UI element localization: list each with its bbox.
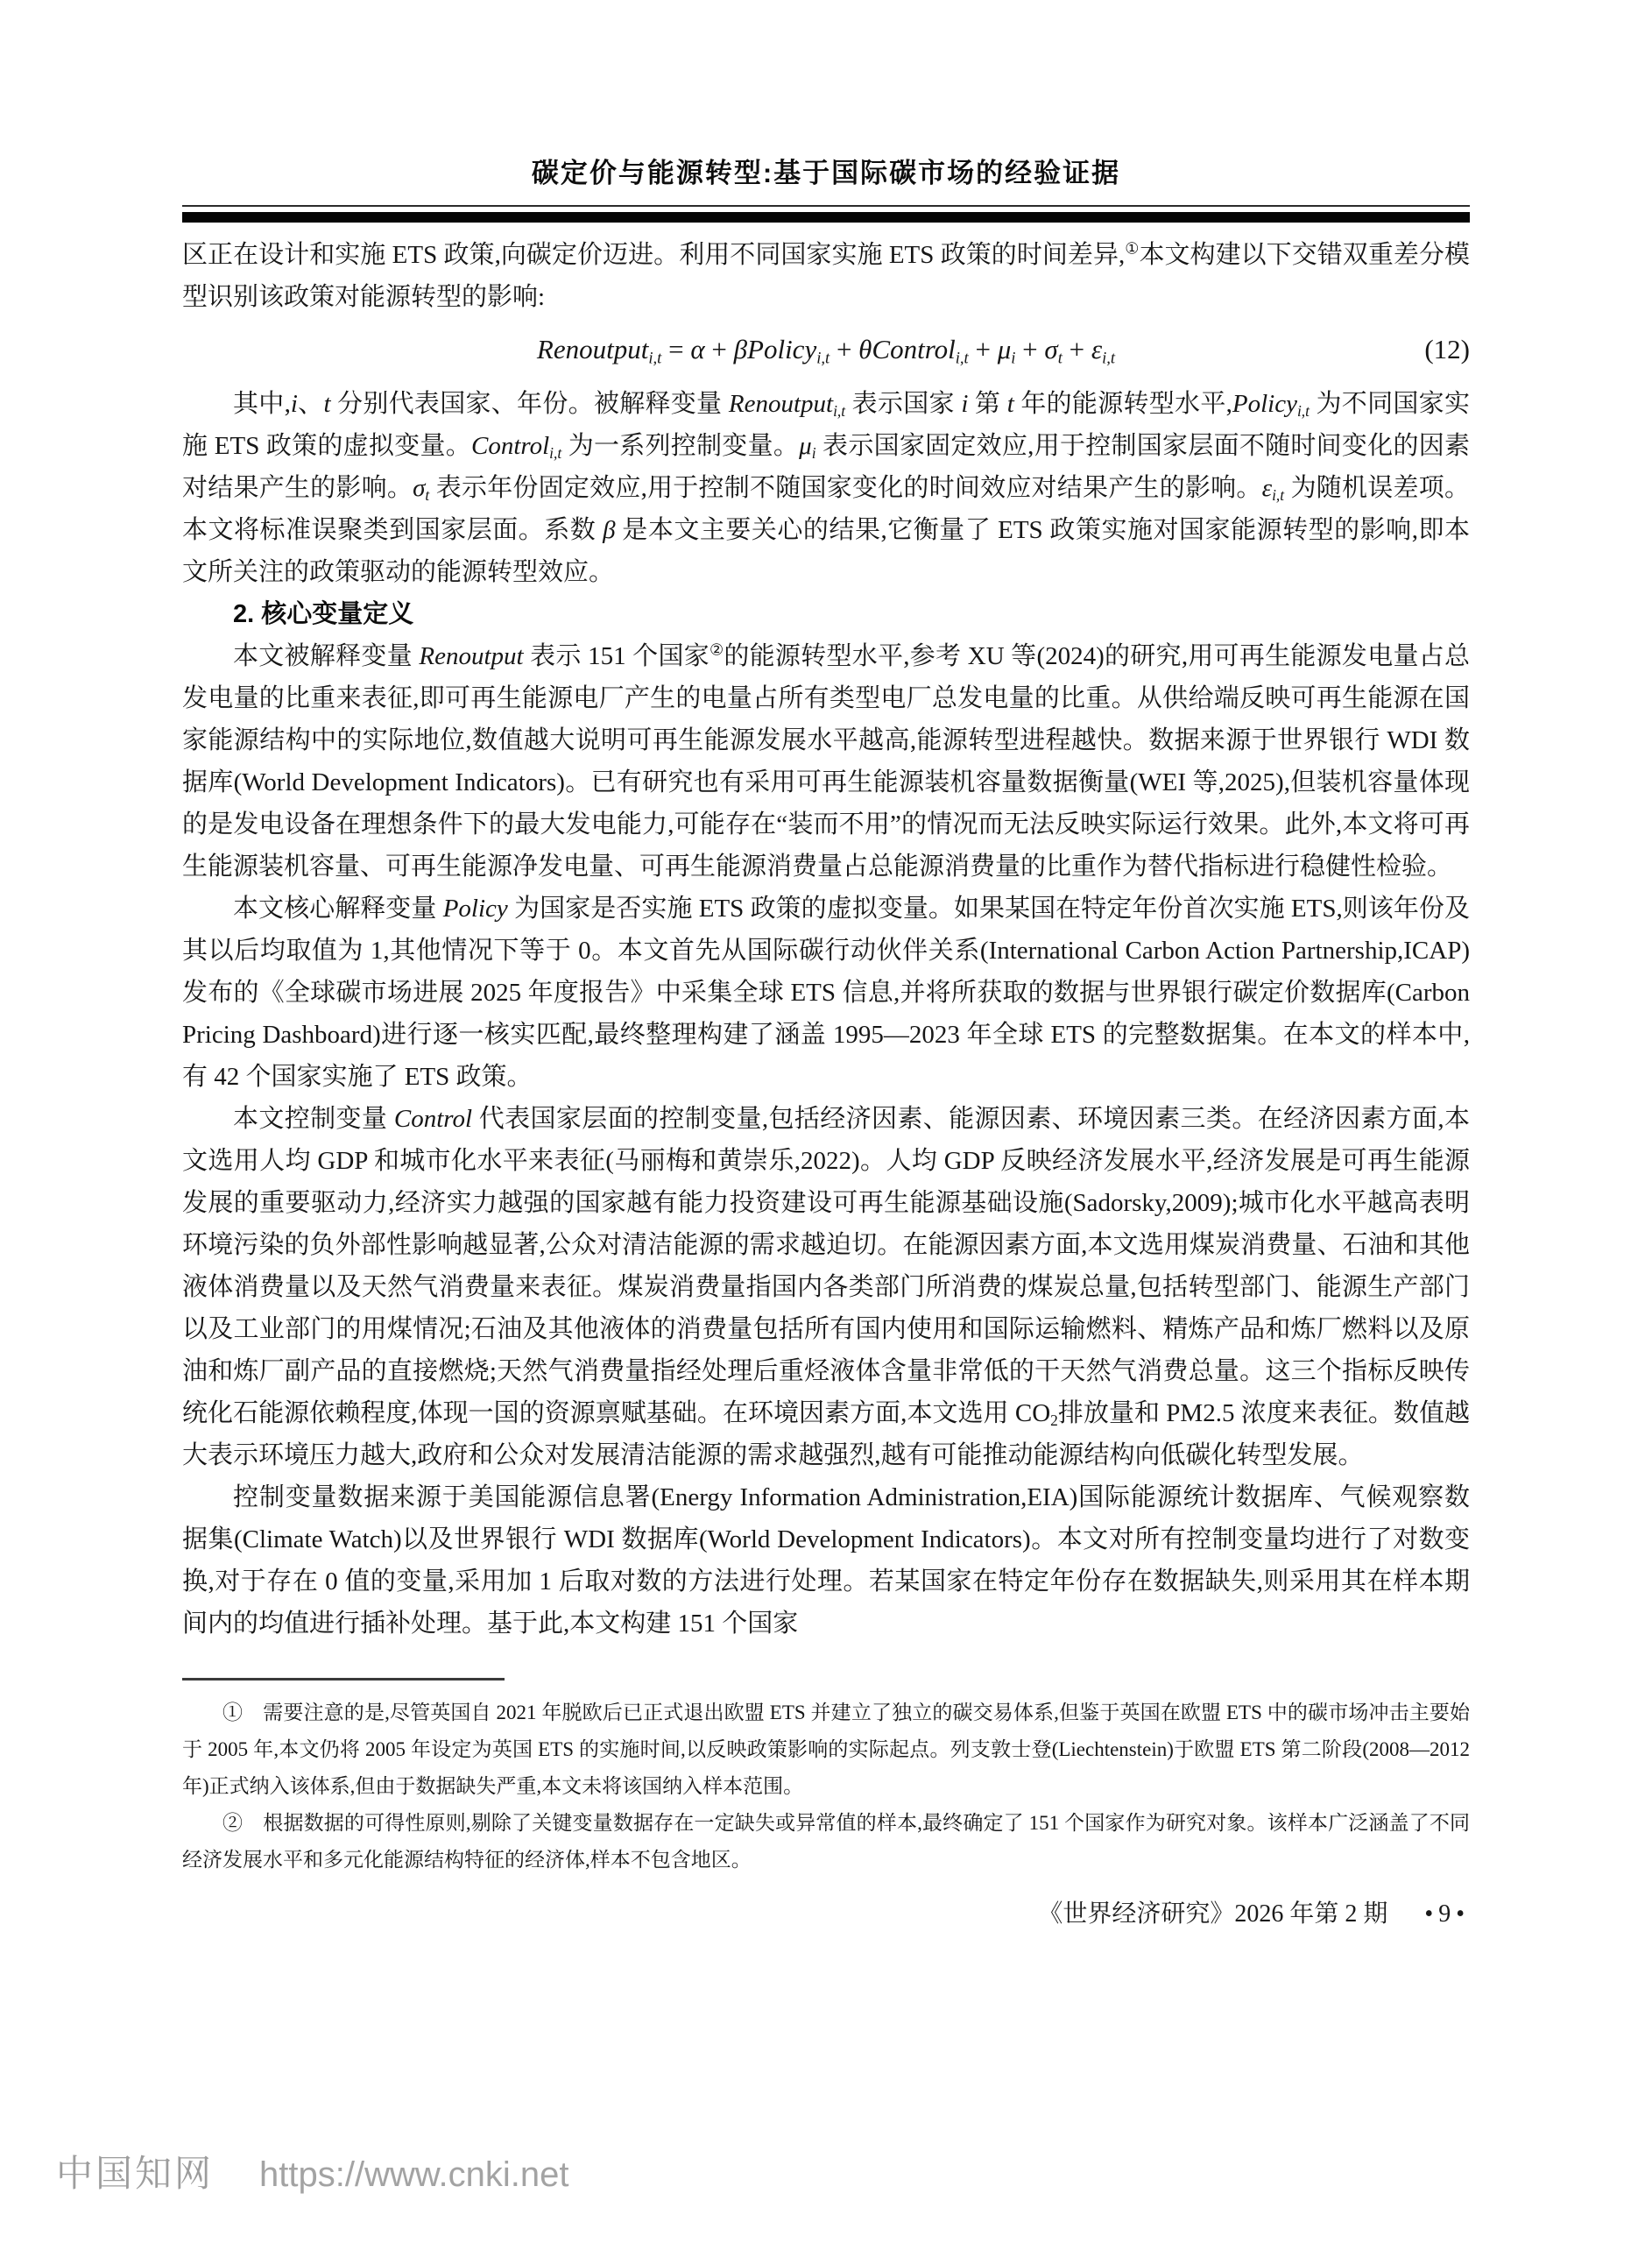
section-heading: 2. 核心变量定义: [233, 600, 414, 628]
cnki-logo-text: 中国知网: [56, 2153, 215, 2194]
cnki-watermark: [56, 2145, 569, 2197]
journal-citation: 《世界经济研究》2026 年第 2 期: [1038, 1900, 1388, 1928]
paragraph-data-sources: 控制变量数据来源于美国能源信息署(Energy Information Administration,EIA)国际能源统计数据库、气候观察数据集(Climate Watch)以及世界银行 WDI 数据库(World Development Indicators)。本文对所有控制变量均进行了对数变换,对于存在 0 值的变量,采用加 1 后取对数的方法进行处理。若某国家在特定年份存在数据缺失,则采用其在样本期间内的均值进行插补处理。基于此,本文构建 151 个国家: [182, 1483, 1470, 1638]
header-rule-thin: [182, 205, 1470, 207]
paragraph-control-variables: 本文控制变量 Control 代表国家层面的控制变量,包括经济因素、能源因素、环境因素三类。在经济因素方面,本文选用人均 GDP 和城市化水平来表征(马丽梅和黄崇乐,2022)。人均 GDP 反映经济发展水平,经济发展是可再生能源发展的重要驱动力,经济实力越强的国家越有能力投资建设可再生能源基础设施(Sadorsky,2009);城市化水平越高表明环境污染的负外部性影响越显著,公众对清洁能源的需求越迫切。在能源因素方面,本文选用煤炭消费量、石油和其他液体消费量以及天然气消费量来表征。煤炭消费量指国内各类部门所消费的煤炭总量,包括转型部门、能源生产部门以及工业部门的用煤情况;石油及其他液体的消费量包括所有国内使用和国际运输燃料、精炼产品和炼厂燃料以及原油和炼厂副产品的直接燃烧;天然气消费量指经处理后重烃液体含量非常低的干天然气消费总量。这三个指标反映传统化石能源依赖程度,体现一国的资源禀赋基础。在环境因素方面,本文选用 $CO_2$排放量和 PM2.5 浓度来表征。数值越大表示环境压力越大,政府和公众对发展清洁能源的需求越强烈,越有可能推动能源结构向低碳化转型发展。: [182, 1105, 1470, 1469]
paragraph-model-explanation: 其中,i、t 分别代表国家、年份。被解释变量 Renoutput$_{i,t}$ 表示国家 i 第 t 年的能源转型水平,Policy$_{i,t}$ 为不同国家实施 ETS 政策的虚拟变量。Control$_{i,t}$ 为一系列控制变量。$\mu_i$ 表示国家固定效应,用于控制国家层面不随时间变化的因素对结果产生的影响。$\sigma_t$ 表示年份固定效应,用于控制不随国家变化的时间效应对结果产生的影响。$\varepsilon_{i,t}$ 为随机误差项。本文将标准误聚类到国家层面。系数 β 是本文主要关心的结果,它衡量了 ETS 政策实施对国家能源转型的影响,即本文所关注的政策驱动的能源转型效应。: [182, 390, 1470, 586]
paragraph-continuation: 区正在设计和实施 ETS 政策,向碳定价迈进。利用不同国家实施 ETS 政策的时间差异,①本文构建以下交错双重差分模型识别该政策对能源转型的影响:: [182, 239, 1470, 311]
article-body: [182, 234, 1470, 1645]
header-rule-thick: [182, 212, 1470, 223]
equation-number: (12): [1424, 334, 1470, 364]
page-header: [182, 0, 1470, 223]
page-number: •9•: [1424, 1900, 1470, 1928]
paragraph-policy-variable: 本文核心解释变量 Policy 为国家是否实施 ETS 政策的虚拟变量。如果某国在特定年份首次实施 ETS,则该年份及其以后均取值为 1,其他情况下等于 0。本文首先从国际碳行动伙伴关系(International Carbon Action Partnership,ICAP)发布的《全球碳市场进展 2025 年度报告》中采集全球 ETS 信息,并将所获取的数据与世界银行碳定价数据库(Carbon Pricing Dashboard)进行逐一核实匹配,最终整理构建了涵盖 1995—2023 年全球 ETS 的完整数据集。在本文的样本中,有 42 个国家实施了 ETS 政策。: [182, 895, 1470, 1091]
running-title: 碳定价与能源转型:基于国际碳市场的经验证据: [531, 158, 1121, 188]
cnki-url[interactable]: https://www.cnki.net: [259, 2155, 569, 2194]
equation-12: [182, 318, 1470, 383]
footnotes: [182, 1695, 1470, 1879]
footnote-2: ② 根据数据的可得性原则,剔除了关键变量数据存在一定缺失或异常值的样本,最终确定了 151 个国家作为研究对象。该样本广泛涵盖了不同经济发展水平和多元化能源结构特征的经济体,样本不包含地区。: [182, 1812, 1470, 1871]
footnote-1: ① 需要注意的是,尽管英国自 2021 年脱欧后已正式退出欧盟 ETS 并建立了独立的碳交易体系,但鉴于英国在欧盟 ETS 中的碳市场冲击主要始于 2005 年,本文仍将 2005 年设定为英国 ETS 的实施时间,以反映政策影响的实际起点。列支敦士登(Liechtenstein)于欧盟 ETS 第二阶段(2008—2012 年)正式纳入该体系,但由于数据缺失严重,本文未将该国纳入样本范围。: [182, 1702, 1470, 1797]
equation-expression: Renoutput$_{i,t}$ = α + βPolicy$_{i,t}$ + θControl$_{i,t}$ + $\mu_i + \sigma_t + \varepsilon_{i,t}$: [536, 334, 1116, 368]
page-footer: [182, 1894, 1470, 1929]
paragraph-dependent-variable: 本文被解释变量 Renoutput 表示 151 个国家②的能源转型水平,参考 XU 等(2024)的研究,用可再生能源发电量占总发电量的比重来表征,即可再生能源电厂产生的电量占所有类型电厂总发电量的比重。从供给端反映可再生能源在国家能源结构中的实际地位,数值越大说明可再生能源发展水平越高,能源转型进程越快。数据来源于世界银行 WDI 数据库(World Development Indicators)。已有研究也有采用可再生能源装机容量数据衡量(WEI 等,2025),但装机容量体现的是发电设备在理想条件下的最大发电能力,可能存在“装而不用”的情况而无法反映实际运行效果。此外,本文将可再生能源装机容量、可再生能源净发电量、可再生能源消费量占总能源消费量的比重作为替代指标进行稳健性检验。: [182, 640, 1470, 881]
footnote-separator: [182, 1678, 505, 1680]
